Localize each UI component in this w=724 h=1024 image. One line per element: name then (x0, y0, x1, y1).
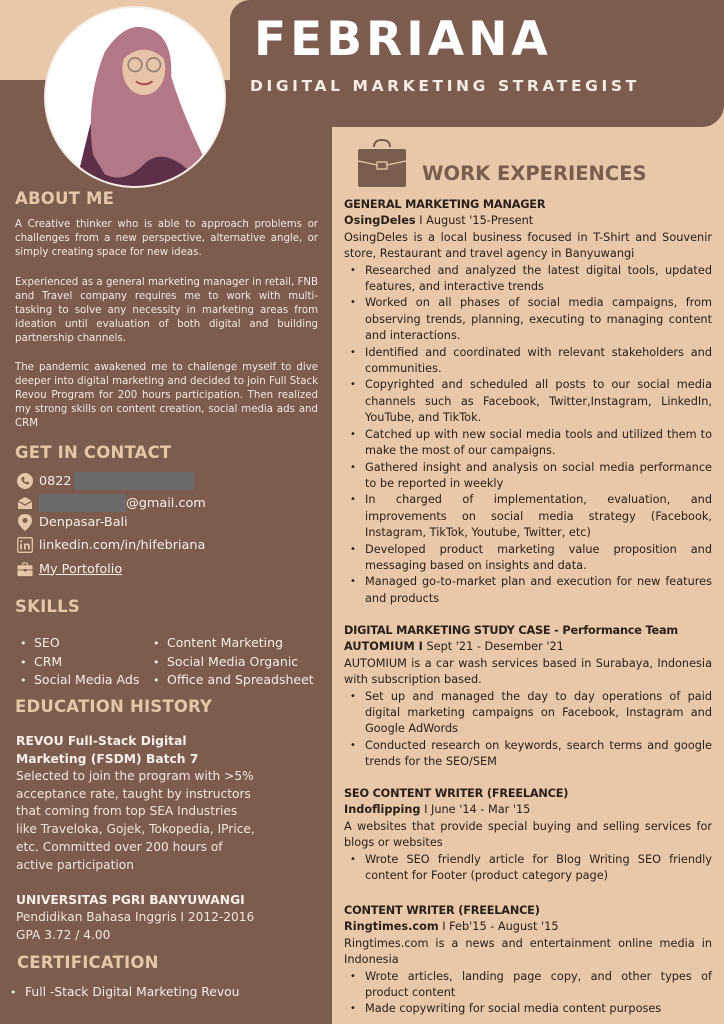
job-description: A websites that provide special buying and selling services for blogs or websites (344, 819, 712, 850)
job-entry-automium (344, 623, 712, 771)
job-title: DIGITAL MARKETING STUDY CASE - Performance Team (344, 624, 678, 637)
job-title: SEO CONTENT WRITER (FREELANCE) (344, 787, 569, 800)
education-gpa: GPA 3.72 / 4.00 (16, 928, 111, 942)
job-period: Sept '21 - Desember '21 (422, 640, 564, 654)
job-title: DIGITAL MARKETING STRATEGIST (250, 77, 640, 95)
job-entry-indoflipping (344, 786, 712, 884)
contact-location (17, 514, 128, 530)
work-heading: WORK EXPERIENCES (422, 162, 647, 185)
work-briefcase-icon (357, 137, 407, 189)
job-bullet: • Conducted research on keywords, search terms and google trends for the SEO/SEM (365, 738, 712, 771)
skill-item: • CRM (20, 653, 153, 672)
contact-email (17, 494, 206, 512)
contact-heading: GET IN CONTACT (15, 443, 172, 462)
job-description: Ringtimes.com is a news and entertainment online media in Indonesia (344, 936, 712, 967)
company-name: Indoflipping (344, 803, 421, 817)
education-description-revou: Selected to join the program with >5% acceptance rate, taught by instructors that coming from top SEA Industries like Traveloka, Gojek, Tokopedia, IPrice, etc. Committed over 200 hours of active participation (16, 769, 255, 872)
job-bullet: • Worked on all phases of social media campaigns, from observing trends, planning, executing to managing content and interactions. (365, 295, 712, 344)
job-description: AUTOMIUM is a car wash services based in Surabaya, Indonesia with subscription based. (344, 656, 712, 687)
company-name: Ringtimes.com (344, 920, 439, 934)
contact-phone (17, 472, 194, 490)
location-text: Denpasar-Bali (39, 514, 128, 530)
linkedin-link[interactable]: linkedin.com/in/hifebriana (39, 537, 206, 553)
phone-number: 0822 (39, 473, 72, 489)
profile-photo (44, 6, 226, 188)
portfolio-link[interactable]: My Portofolio (39, 561, 123, 577)
skill-item: • Content Marketing (153, 634, 323, 653)
job-bullet: • Wrote articles, landing page copy, and other types of product content (365, 969, 712, 1002)
job-entry-ringtimes (344, 903, 712, 1018)
job-bullet: • Made copywriting for social media content purposes (365, 1001, 712, 1017)
about-paragraph-2: Experienced as a general marketing manager in retail, FNB and Travel company requires me to work with multi-tasking to solve any necessity in marketing areas from ideation until evaluation of both digital and building partnership channels. (15, 277, 318, 344)
certification-item: • Full -Stack Digital Marketing Revou (8, 985, 239, 999)
education-title-university: UNIVERSITAS PGRI BANYUWANGI (16, 893, 245, 907)
location-pin-icon (17, 514, 33, 530)
linkedin-icon (17, 537, 33, 553)
job-bullet: • Catched up with new social media tools and utilized them to make the most of our campaigns. (365, 427, 712, 460)
email-domain: @gmail.com (126, 495, 206, 511)
email-icon (17, 495, 33, 511)
job-bullet: • Managed go-to-market plan and execution for new features and products (365, 574, 712, 607)
education-title-revou: REVOU Full-Stack Digital Marketing (FSDM) Batch 7 (16, 734, 199, 766)
skills-list (20, 634, 320, 690)
job-bullets (344, 969, 712, 1018)
redacted-email (39, 494, 126, 512)
job-bullets (344, 263, 712, 608)
job-bullet: • Copyrighted and scheduled all posts to our social media channels such as Facebook, Twitter,Instagram, LinkedIn, YouTube, and TikTok. (365, 377, 712, 426)
job-bullet: • In charged of implementation, evaluation, and improvements on social media strategy (Facebook, Instagram, TikTok, Youtube, Twitter, etc) (365, 492, 712, 541)
about-heading: ABOUT ME (15, 189, 115, 208)
job-period: I August '15-Present (415, 214, 534, 228)
job-bullet: • Wrote SEO friendly article for Blog Writing SEO friendly content for Footer (product category page) (365, 852, 712, 885)
profile-photo-illustration (46, 8, 224, 186)
skill-item: • Social Media Ads (20, 671, 153, 690)
job-title: GENERAL MARKETING MANAGER (344, 198, 546, 211)
certification-heading: CERTIFICATION (17, 953, 159, 972)
skill-item: • SEO (20, 634, 153, 653)
job-bullets (344, 689, 712, 771)
contact-portfolio[interactable] (17, 561, 122, 577)
person-name: FEBRIANA (254, 12, 552, 67)
contact-linkedin[interactable] (17, 537, 205, 553)
job-company-period (344, 919, 712, 935)
job-bullet: • Identified and coordinated with relevant stakeholders and communities. (365, 345, 712, 378)
skills-heading: SKILLS (15, 597, 80, 616)
education-degree-period: Pendidikan Bahasa Inggris I 2012-2016 (16, 910, 255, 924)
company-name: AUTOMIUM I (344, 640, 423, 654)
job-bullet: • Set up and managed the day to day operations of paid digital marketing campaigns on Facebook, Instagram and Google AdWords (365, 689, 712, 738)
job-period: I June '14 - Mar '15 (420, 803, 531, 817)
education-heading: EDUCATION HISTORY (15, 697, 213, 716)
about-paragraph-3: The pandemic awakened me to challenge myself to dive deeper into digital marketing and decided to join Full Stack Revou Program for 200 hours participation. Then realized my strong skills on content creation, social media ads and CRM (15, 362, 318, 429)
redacted-phone (74, 472, 194, 490)
job-bullet: • Gathered insight and analysis on social media performance to be reported in weekly (365, 460, 712, 493)
job-description: OsingDeles is a local business focused in T-Shirt and Souvenir store, Restaurant and travel agency in Banyuwangi (344, 230, 712, 261)
skill-item: • Social Media Organic (153, 653, 323, 672)
job-bullets (344, 852, 712, 885)
job-bullet: • Researched and analyzed the latest digital tools, updated features, and interactive trends (365, 263, 712, 296)
company-name: OsingDeles (344, 214, 416, 228)
job-company-period (344, 802, 712, 818)
job-bullet: • Developed product marketing value proposition and messaging based on insights and data. (365, 542, 712, 575)
job-title: CONTENT WRITER (FREELANCE) (344, 904, 540, 917)
job-entry-osingdeles (344, 197, 712, 607)
skill-item: • Office and Spreadsheet (153, 671, 323, 690)
job-company-period (344, 213, 712, 229)
job-period: I Feb'15 - August '15 (438, 920, 559, 934)
briefcase-icon (17, 561, 33, 577)
job-company-period (344, 639, 712, 655)
about-paragraph-1: A Creative thinker who is able to approach problems or challenges from a new perspective, alternative angle, or simply creating space for new ideas. (15, 219, 318, 258)
phone-icon (17, 473, 33, 489)
